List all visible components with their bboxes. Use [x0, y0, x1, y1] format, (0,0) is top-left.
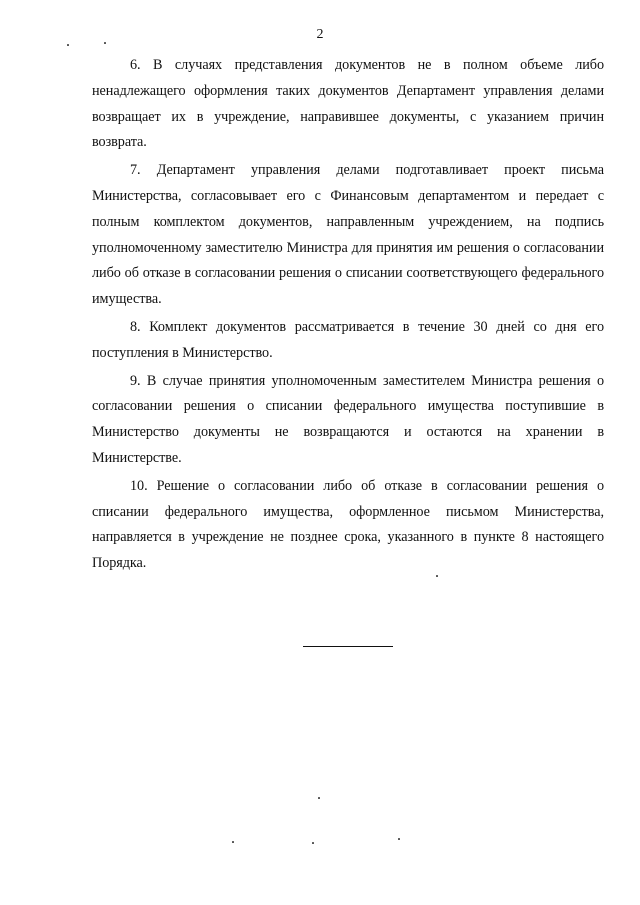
scan-speck [398, 838, 400, 840]
scan-speck [232, 841, 234, 843]
page-number: 2 [316, 27, 324, 42]
scan-speck [104, 42, 106, 44]
scan-speck [318, 797, 320, 799]
document-body [92, 53, 604, 579]
scan-speck [436, 575, 438, 577]
end-of-document-rule [303, 646, 393, 647]
paragraph-9: 9. В случае принятия уполномоченным заместителем Министра решения о согласовании решения о списании федерального имущества поступившие в Министерство документы не возвращаются и остаются на хранении в Министерстве. [92, 372, 604, 466]
paragraph-7: 7. Департамент управления делами подготавливает проект письма Министерства, согласовывает его с Финансовым департаментом и передает с полным комплектом документов, направленным учреждением, на подпись уполномоченному заместителю Министра для принятия им решения о согласовании либо об отказе в согласовании решения о списании соответствующего федерального имущества. [92, 162, 604, 308]
paragraph-10: 10. Решение о согласовании либо об отказе в согласовании решения о списании федерального имущества, оформленное письмом Министерства, направляется в учреждение не позднее срока, указанного в пункте 8 настоящего Порядка. [92, 477, 604, 572]
scan-speck [312, 842, 314, 844]
paragraph-8: 8. Комплект документов рассматривается в течение 30 дней со дня его поступления в Министерство. [92, 318, 604, 361]
paragraph-6: 6. В случаях представления документов не в полном объеме либо ненадлежащего оформления таких документов Департамент управления делами возвращает их в учреждение, направившее документы, с указанием причин возврата. [92, 57, 604, 151]
scan-speck [67, 44, 69, 46]
